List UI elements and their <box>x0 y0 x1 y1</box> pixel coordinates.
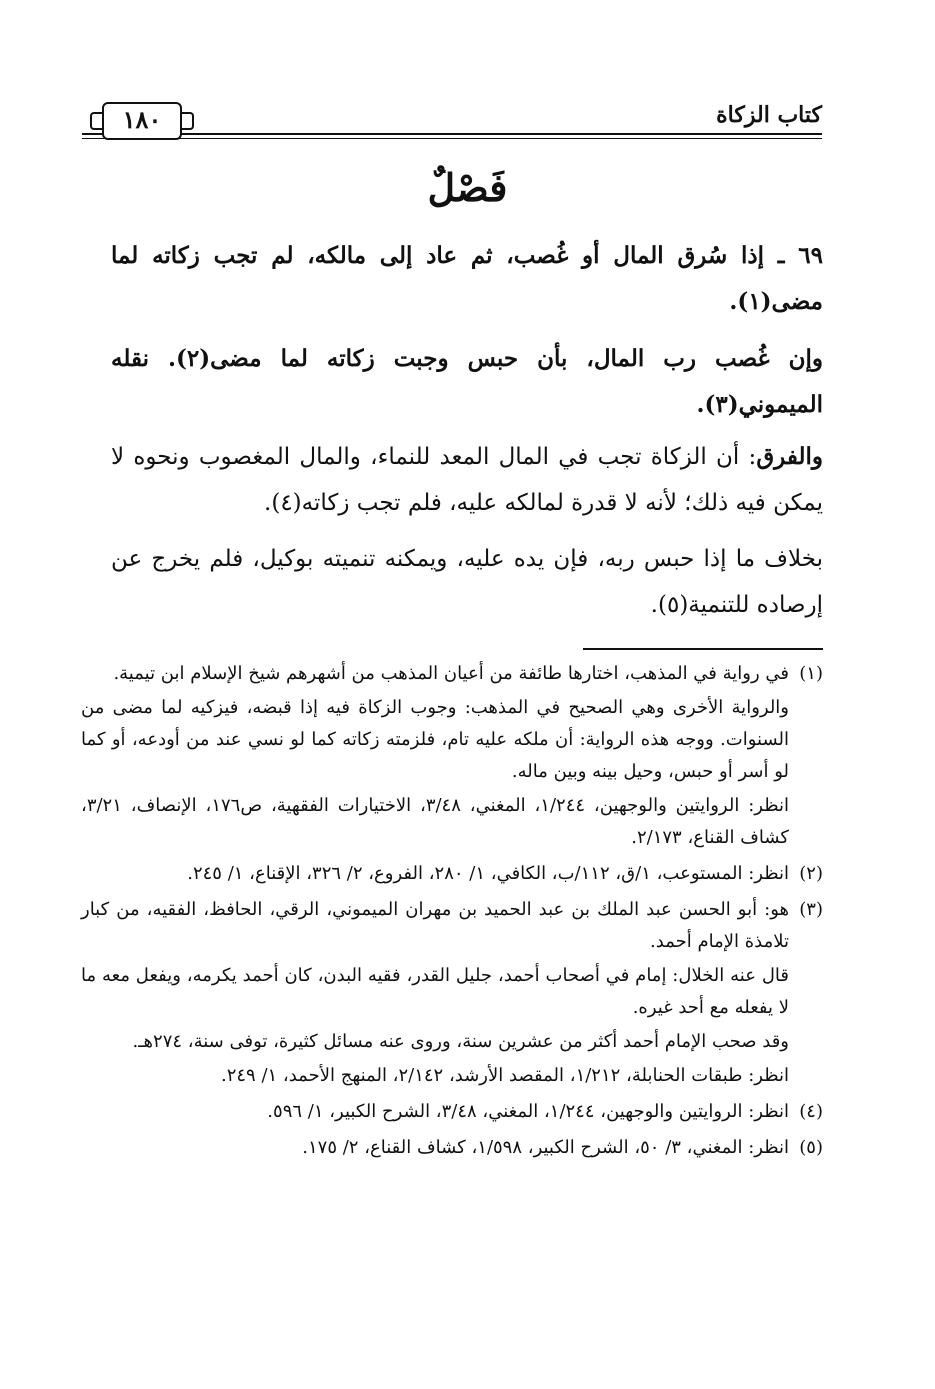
footnotes <box>81 658 823 1168</box>
issue-paragraph-2: وإن غُصب رب المال، بأن حبس وجبت زكاته لما مضى(٢). نقله الميموني(٣). <box>111 345 823 418</box>
footnote-body <box>81 1132 789 1166</box>
page-number-badge: ١٨٠ <box>102 102 182 140</box>
footnote-text: والرواية الأخرى وهي الصحيح في المذهب: وجوب الزكاة فيه إذا قبضه، فيزكيه لما مضى من السنوات. ووجه هذه الرواية: أن ملكه عليه تام، فلزمته زكاته كما لو نسي عند من أودعه، أو كما لو أسر أو حبس، وحيل بينه وبين ماله. <box>81 697 789 782</box>
footnote-5 <box>81 1132 823 1166</box>
footnote-number: (٢) <box>799 863 823 884</box>
footnote-number: (٥) <box>799 1137 823 1158</box>
footnote-separator <box>583 648 823 650</box>
footnote-text: انظر: الروايتين والوجهين، ١/٢٤٤، المغني، ٣/٤٨، الاختيارات الفقهية، ص١٧٦، الإنصاف، ٣/٢١، كشاف القناع، ٢/١٧٣. <box>81 795 789 848</box>
header-rule-thick <box>82 133 822 135</box>
footnote-text: انظر: المستوعب، ١/ق، ١١٢/ب، الكافي، ١/ ٢٨٠، الفروع، ٢/ ٣٢٦، الإقناع، ١/ ٢٤٥. <box>187 863 789 884</box>
issue-paragraph-1: ٦٩ ـ إذا سُرق المال أو غُصب، ثم عاد إلى مالكه، لم تجب زكاته لما مضى(١). <box>111 242 823 315</box>
footnote-1 <box>81 658 823 856</box>
footnote-text: انظر: المغني، ٣/ ٥٠، الشرح الكبير، ١/٥٩٨، كشاف القناع، ٢/ ١٧٥. <box>302 1137 789 1158</box>
footnote-text: في رواية في المذهب، اختارها طائفة من أعيان المذهب من أشهرهم شيخ الإسلام ابن تيمية. <box>113 663 789 684</box>
footnote-text: انظر: طبقات الحنابلة، ١/٢١٢، المقصد الأرشد، ٢/١٤٢، المنهج الأحمد، ١/ ٢٤٩. <box>220 1065 789 1086</box>
footnote-body <box>81 1096 789 1130</box>
section-title: فَصْلٌ <box>427 165 508 210</box>
footnote-body <box>81 658 789 856</box>
book-title: كتاب الزكاة <box>716 102 822 128</box>
exception-paragraph: بخلاف ما إذا حبس ربه، فإن يده عليه، ويمكنه تنميته بوكيل، فلم يخرج عن إرصاده للتنمية(٥). <box>111 546 823 618</box>
footnote-body <box>81 894 789 1094</box>
footnote-text: هو: أبو الحسن عبد الملك بن عبد الحميد بن مهران الميموني، الرقي، الحافظ، الفقيه، من كبار تلامذة الإمام أحمد. <box>81 899 789 952</box>
footnote-3 <box>81 894 823 1094</box>
footnote-number: (٤) <box>799 1101 823 1122</box>
footnote-text: انظر: الروايتين والوجهين، ١/٢٤٤، المغني، ٣/٤٨، الشرح الكبير، ١/ ٥٩٦. <box>267 1101 789 1122</box>
header-rule-thin <box>82 138 822 139</box>
difference-text: : أن الزكاة تجب في المال المعد للنماء، والمال المغصوب ونحوه لا يمكن فيه ذلك؛ لأنه لا قدرة لمالكه عليه، فلم تجب زكاته(٤). <box>111 444 823 516</box>
page-header <box>82 96 822 146</box>
footnote-body <box>81 858 789 892</box>
footnote-number: (١) <box>799 663 823 684</box>
footnote-4 <box>81 1096 823 1130</box>
difference-paragraph <box>111 434 823 526</box>
footnote-text: قال عنه الخلال: إمام في أصحاب أحمد، جليل القدر، فقيه البدن، كان أحمد يكرمه، ويفعل معه ما لا يفعله مع أحد غيره. <box>81 965 789 1018</box>
footnote-text: وقد صحب الإمام أحمد أكثر من عشرين سنة، وروى عنه مسائل كثيرة، توفى سنة، ٢٧٤هـ. <box>132 1031 789 1052</box>
footnote-number: (٣) <box>799 899 823 920</box>
difference-label: والفرق <box>756 443 823 470</box>
footnote-2 <box>81 858 823 892</box>
